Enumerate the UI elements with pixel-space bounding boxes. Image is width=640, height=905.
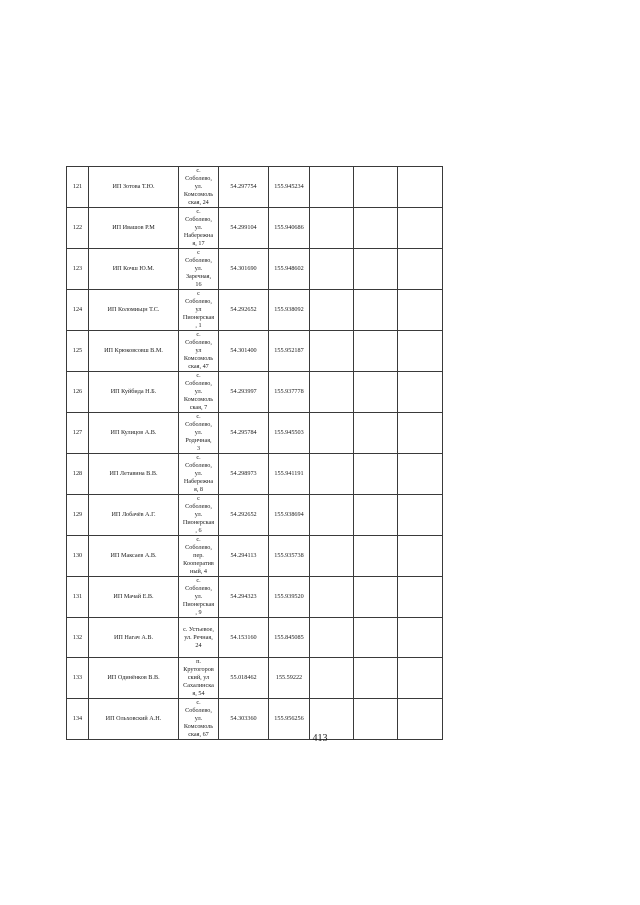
empty-cell [310,618,354,658]
row-number-cell: 130 [67,536,89,577]
longitude-cell: 155.937778 [269,372,310,413]
empty-cell [310,577,354,618]
empty-cell [398,658,443,699]
address-cell: с. Устьевое, ул. Речная, 24 [179,618,219,658]
longitude-cell: 155.945234 [269,167,310,208]
row-number-cell: 124 [67,290,89,331]
organization-name-cell: ИП Ивашов Р.М [89,208,179,249]
row-number-cell: 122 [67,208,89,249]
empty-cell [310,208,354,249]
table-row [67,372,443,413]
empty-cell [354,658,398,699]
organization-name-cell: ИП Нагач А.В. [89,618,179,658]
registry-table [66,166,443,740]
longitude-cell: 155.948602 [269,249,310,290]
table-row [67,454,443,495]
longitude-cell: 155.952187 [269,331,310,372]
empty-cell [398,208,443,249]
latitude-cell: 54.294323 [219,577,269,618]
empty-cell [310,413,354,454]
latitude-cell: 54.294113 [219,536,269,577]
longitude-cell: 155.845085 [269,618,310,658]
page-number: 413 [312,733,328,744]
row-number-cell: 133 [67,658,89,699]
address-cell: с. Соболево, пер. Кооператив ный, 4 [179,536,219,577]
empty-cell [354,536,398,577]
row-number-cell: 131 [67,577,89,618]
organization-name-cell: ИП Коломиьцн Т.С. [89,290,179,331]
empty-cell [398,454,443,495]
latitude-cell: 54.293997 [219,372,269,413]
row-number-cell: 123 [67,249,89,290]
empty-cell [310,290,354,331]
table-row [67,331,443,372]
address-cell: с Соболево, ул Пионерская , 1 [179,290,219,331]
organization-name-cell: ИП Куйбида Н.Б. [89,372,179,413]
empty-cell [398,290,443,331]
table-row [67,208,443,249]
empty-cell [354,454,398,495]
row-number-cell: 125 [67,331,89,372]
organization-name-cell: ИП Мачай Е.В. [89,577,179,618]
organization-name-cell: ИП Зотова Т.Ю. [89,167,179,208]
address-cell: с. Соболево, ул. Комсомоль ская, 24 [179,167,219,208]
address-cell: с. Соболево, ул. Набережна я, 17 [179,208,219,249]
empty-cell [310,658,354,699]
table-body [67,167,443,740]
latitude-cell: 54.299104 [219,208,269,249]
address-cell: с Соболево, ул. Заречная, 16 [179,249,219,290]
empty-cell [310,454,354,495]
empty-cell [354,577,398,618]
empty-cell [354,618,398,658]
organization-name-cell: ИП Одинёнков В.В. [89,658,179,699]
empty-cell [398,413,443,454]
address-cell: п. Крутогоров ский, ул Сахалинска я, 54 [179,658,219,699]
latitude-cell: 54.295784 [219,413,269,454]
longitude-cell: 155.956256 [269,699,310,740]
table-row [67,577,443,618]
table-row [67,249,443,290]
organization-name-cell: ИП Ольховский А.Н. [89,699,179,740]
latitude-cell: 54.297754 [219,167,269,208]
empty-cell [398,372,443,413]
empty-cell [398,618,443,658]
empty-cell [354,167,398,208]
organization-name-cell: ИП Кочш Ю.М. [89,249,179,290]
row-number-cell: 121 [67,167,89,208]
longitude-cell: 155.941191 [269,454,310,495]
table-row [67,290,443,331]
table-row [67,658,443,699]
address-cell: с. Соболево, ул. Комсомоль ская, 7 [179,372,219,413]
row-number-cell: 132 [67,618,89,658]
table-row [67,413,443,454]
empty-cell [398,536,443,577]
row-number-cell: 126 [67,372,89,413]
table-row [67,536,443,577]
organization-name-cell: ИП Крюковсовш В.М. [89,331,179,372]
row-number-cell: 128 [67,454,89,495]
empty-cell [310,536,354,577]
latitude-cell: 54.303360 [219,699,269,740]
latitude-cell: 54.153160 [219,618,269,658]
address-cell: с. Соболево, ул. Роднчная, 3 [179,413,219,454]
empty-cell [354,249,398,290]
address-cell: с. Соболево, ул. Комсомоль ская, 67 [179,699,219,740]
organization-name-cell: ИП Максаев А.В. [89,536,179,577]
empty-cell [398,249,443,290]
row-number-cell: 127 [67,413,89,454]
address-cell: с. Соболево, ул. Пионерская , 9 [179,577,219,618]
longitude-cell: 155.935738 [269,536,310,577]
address-cell: с. Соболево, ул. Набережна я, 8 [179,454,219,495]
longitude-cell: 155.940686 [269,208,310,249]
table-row [67,618,443,658]
organization-name-cell: ИП Лобачёв А.Г. [89,495,179,536]
organization-name-cell: ИП Летавина В.В. [89,454,179,495]
longitude-cell: 155.939520 [269,577,310,618]
table-row [67,167,443,208]
address-cell: с Соболево, ул. Пионерская , 6 [179,495,219,536]
empty-cell [354,208,398,249]
row-number-cell: 134 [67,699,89,740]
empty-cell [354,495,398,536]
table-row [67,495,443,536]
latitude-cell: 54.292652 [219,495,269,536]
latitude-cell: 54.292652 [219,290,269,331]
empty-cell [398,167,443,208]
empty-cell [310,495,354,536]
empty-cell [310,249,354,290]
organization-name-cell: ИП Кулицов А.В. [89,413,179,454]
row-number-cell: 129 [67,495,89,536]
empty-cell [310,331,354,372]
empty-cell [354,413,398,454]
longitude-cell: 155.945503 [269,413,310,454]
longitude-cell: 155.938092 [269,290,310,331]
empty-cell [398,331,443,372]
latitude-cell: 54.301690 [219,249,269,290]
empty-cell [310,167,354,208]
empty-cell [310,372,354,413]
empty-cell [354,331,398,372]
latitude-cell: 54.301400 [219,331,269,372]
empty-cell [398,495,443,536]
address-cell: с. Соболево, ул Комсомоль ская, 47 [179,331,219,372]
latitude-cell: 54.298973 [219,454,269,495]
empty-cell [354,290,398,331]
longitude-cell: 155.938694 [269,495,310,536]
empty-cell [398,577,443,618]
latitude-cell: 55.018462 [219,658,269,699]
longitude-cell: 155.59222 [269,658,310,699]
empty-cell [354,372,398,413]
